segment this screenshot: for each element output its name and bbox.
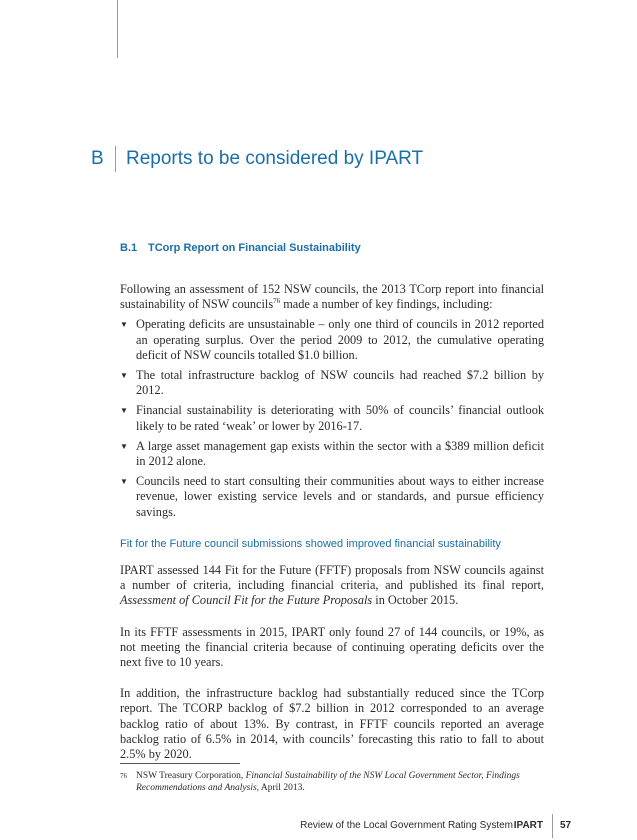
- findings-list: [120, 317, 544, 519]
- section-heading: [120, 242, 361, 254]
- footnote-mark: 76: [120, 772, 127, 780]
- footer-separator: [552, 814, 553, 838]
- bullet-icon: ▼: [120, 320, 128, 330]
- bullet-icon: ▼: [120, 371, 128, 381]
- footnote-text-a: NSW Treasury Corporation,: [136, 771, 246, 781]
- list-item-text: Operating deficits are unsustainable – only one third of councils in 2012 reported an operating surplus. Over the period 2009 to 2012, the cumulative operating deficit of NSW councils totalled $1.0 billion.: [136, 317, 544, 362]
- chapter-separator: [115, 146, 116, 172]
- footnote: [120, 770, 544, 794]
- chapter-letter: B: [91, 148, 104, 169]
- para1-text-a: IPART assessed 144 Fit for the Future (FFTF) proposals from NSW councils against a number of criteria, including financial criteria, and published its final report,: [120, 563, 544, 593]
- intro-text-a: Following an assessment of 152 NSW councils, the 2013 TCorp report into financial sustainability of NSW councils: [120, 282, 544, 312]
- list-item: [120, 317, 544, 363]
- footer-title: Review of the Local Government Rating System: [300, 820, 513, 831]
- intro-block: [120, 282, 544, 520]
- list-item: [120, 403, 544, 433]
- footnote-text-b: , April 2013.: [256, 783, 305, 793]
- bullet-icon: ▼: [120, 441, 128, 451]
- chapter-heading: [91, 144, 423, 174]
- bullet-icon: ▼: [120, 406, 128, 416]
- section-title: TCorp Report on Financial Sustainability: [148, 242, 361, 254]
- paragraph-fftf-assessed: [120, 563, 544, 609]
- list-item: [120, 368, 544, 398]
- page-footer: [0, 814, 637, 838]
- list-item-text: Councils need to start consulting their communities about ways to either increase revenue, lower existing service levels and or standards, and pursue efficiency savings.: [136, 474, 544, 519]
- intro-text-b: made a number of key findings, including:: [280, 297, 493, 312]
- subheading: Fit for the Future council submissions showed improved financial sustainability: [120, 538, 501, 550]
- para1-text-b: in October 2015.: [372, 593, 459, 608]
- list-item-text: The total infrastructure backlog of NSW councils had reached $7.2 billion by 2012.: [136, 368, 544, 398]
- list-item-text: Financial sustainability is deteriorating with 50% of councils’ financial outlook likely to be rated ‘weak’ or lower by 2016-17.: [136, 403, 544, 433]
- list-item: [120, 439, 544, 469]
- report-title: Assessment of Council Fit for the Future Proposals: [120, 593, 373, 608]
- footnote-rule: [120, 763, 240, 764]
- paragraph-backlog: In addition, the infrastructure backlog had substantially reduced since the TCorp report. The TCORP backlog of $7.2 billion in 2012 corresponded to an average backlog ratio of about 13%. By contrast, in FFTF councils reported an average backlog ratio of 6.5% in 2014, with councils’ forecasting this ratio to fall to about 2.5% by 2020.: [120, 686, 544, 762]
- footer-org: IPART: [513, 820, 543, 831]
- footnote-title: Financial Sustainability of the NSW Local Government Sector, Findings Recommendations and Analysis: [136, 771, 520, 793]
- list-item: [120, 474, 544, 520]
- paragraph-fftf-findings: In its FFTF assessments in 2015, IPART only found 27 of 144 councils, or 19%, as not meeting the financial criteria because of continuing operating deficits over the next five to 10 years.: [120, 624, 544, 670]
- chapter-title: Reports to be considered by IPART: [126, 148, 424, 169]
- footnote-ref[interactable]: 76: [273, 297, 281, 306]
- fftf-block: [120, 563, 544, 762]
- bullet-icon: ▼: [120, 477, 128, 487]
- footnote-text: [120, 770, 544, 794]
- top-divider-line: [117, 0, 118, 58]
- list-item-text: A large asset management gap exists within the sector with a $389 million deficit in 2012 alone.: [136, 438, 544, 469]
- section-number: B.1: [120, 242, 138, 254]
- intro-paragraph: [120, 282, 544, 312]
- page-number: 57: [560, 820, 572, 831]
